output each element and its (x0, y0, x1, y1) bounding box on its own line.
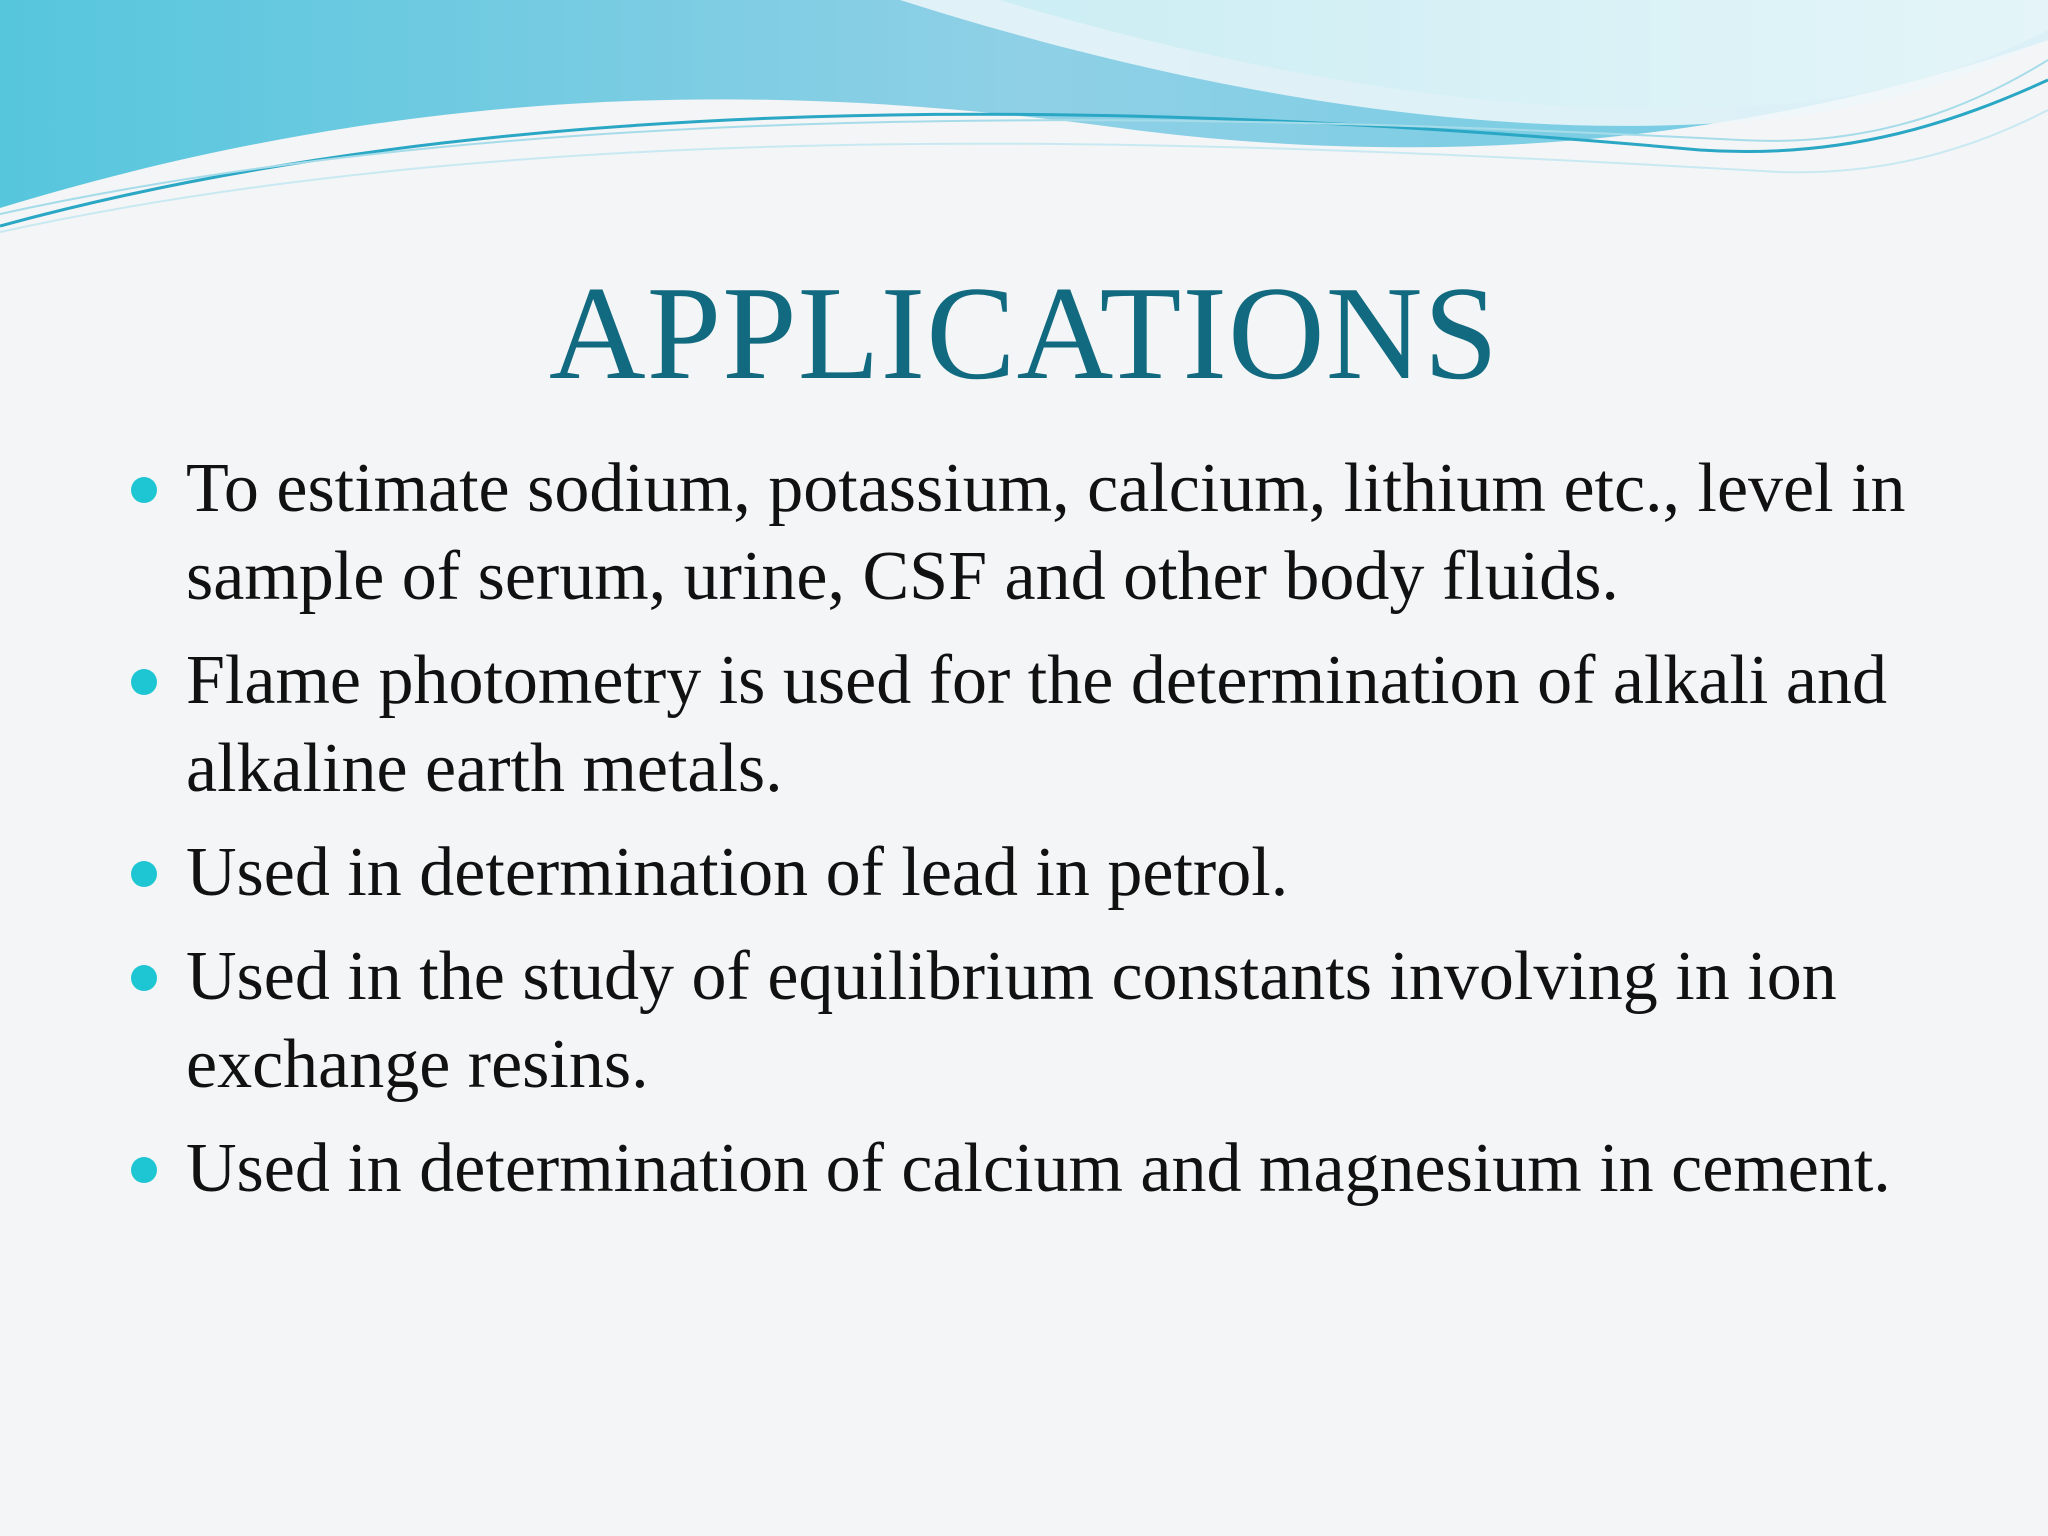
list-item (120, 445, 1940, 621)
list-item (120, 1125, 1940, 1213)
bullet-text: Used in determination of lead in petrol. (186, 834, 1289, 911)
bullet-text: Used in the study of equilibrium constants involving in ion exchange resins. (186, 938, 1837, 1103)
bullet-dot-icon (131, 965, 157, 991)
wave-header-decoration (0, 0, 2048, 240)
bullet-dot-icon (131, 669, 157, 695)
bullet-text: Flame photometry is used for the determination of alkali and alkaline earth metals. (186, 642, 1887, 807)
bullet-dot-icon (131, 1157, 157, 1183)
list-item (120, 637, 1940, 813)
bullet-dot-icon (131, 861, 157, 887)
list-item (120, 933, 1940, 1109)
bullet-dot-icon (131, 477, 157, 503)
bullet-list (120, 445, 1940, 1229)
list-item (120, 829, 1940, 917)
slide-title: APPLICATIONS (548, 259, 1500, 407)
bullet-text: To estimate sodium, potassium, calcium, lithium etc., level in sample of serum, urine, CSF and other body fluids. (186, 450, 1906, 615)
bullet-text: Used in determination of calcium and magnesium in cement. (186, 1130, 1891, 1207)
